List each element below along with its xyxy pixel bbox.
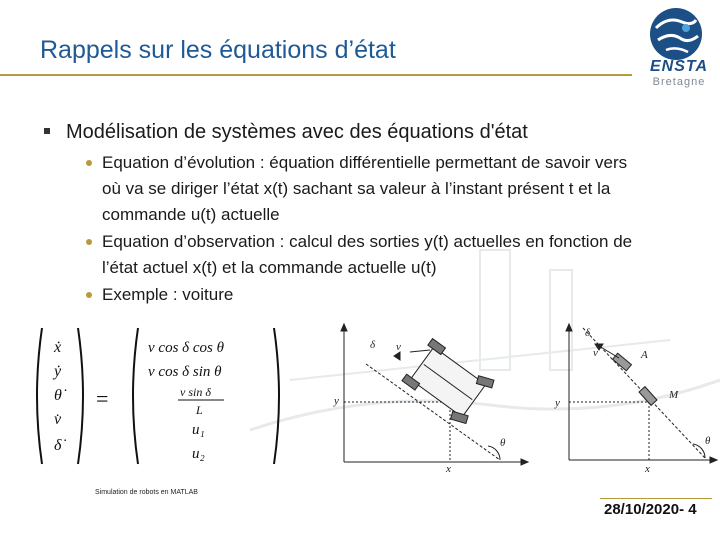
equals-sign: =: [96, 386, 109, 411]
square-bullet-icon: [44, 128, 50, 134]
rhs-row-2: v cos δ sin θ: [148, 364, 222, 380]
state-y-dot: ẏ: [54, 363, 62, 380]
rhs-row-4: u₁: [192, 422, 205, 438]
state-theta-dot: θ̇: [54, 387, 62, 404]
bicycle-model-diagram: [545, 322, 720, 477]
fig1-label-y: y: [334, 395, 339, 407]
fig1-label-x: x: [446, 463, 451, 475]
main-bullet-text: Modélisation de systèmes avec des équations d'état: [66, 121, 528, 143]
fig1-label-delta: δ: [370, 339, 376, 351]
fig2-label-v: v: [593, 347, 598, 359]
fig2-label-delta: δ: [585, 327, 591, 339]
fig2-label-m: M: [669, 389, 679, 401]
ensta-logo: [640, 6, 716, 88]
rhs-row-1: v cos δ cos θ: [148, 340, 224, 356]
footer-date-page: 28/10/2020- 4: [604, 501, 697, 518]
fig2-label-theta: θ: [705, 435, 711, 447]
fig1-label-v: v: [396, 341, 401, 353]
fig2-label-a: A: [641, 349, 648, 361]
bullet-dot-icon: [86, 239, 92, 245]
bullet-dot-icon: [86, 160, 92, 166]
page-title: Rappels sur les équations d’état: [40, 36, 396, 64]
bullet-dot-icon: [86, 292, 92, 298]
logo-city-text: Bretagne: [652, 76, 706, 88]
globe-icon: [648, 6, 704, 62]
sub-bullet-text: Equation d’observation : calcul des sorties y(t) actuelles en fonction de l’état actuel x(t) et la commande actuelle u(t): [102, 232, 633, 277]
rhs-row-3-numerator: v sin δ: [180, 385, 211, 399]
state-v-dot: v̇: [54, 411, 62, 428]
title-divider: [0, 74, 632, 76]
logo-brand-text: ENSTA: [649, 58, 709, 75]
rhs-row-3-denominator: L: [196, 403, 203, 417]
rhs-row-5: u₂: [192, 446, 205, 462]
fig2-label-y: y: [555, 397, 560, 409]
car-robot-diagram: [330, 322, 530, 477]
fig1-label-theta: θ: [500, 437, 506, 449]
state-equation: [30, 322, 282, 470]
sub-bullet-text: Exemple : voiture: [102, 285, 234, 304]
sub-bullet-text: Equation d’évolution : équation différentielle permettant de savoir vers où va se diriger l’état x(t) sachant sa valeur à l’instant présent t et la commande u(t) actuelle: [102, 153, 628, 224]
state-x-dot: ẋ: [54, 339, 62, 356]
state-delta-dot: δ̇: [54, 437, 62, 454]
footer-divider: [600, 498, 712, 499]
main-bullet: [44, 121, 528, 144]
fig2-label-x: x: [645, 463, 650, 475]
figure-caption: Simulation de robots en MATLAB: [95, 489, 198, 496]
